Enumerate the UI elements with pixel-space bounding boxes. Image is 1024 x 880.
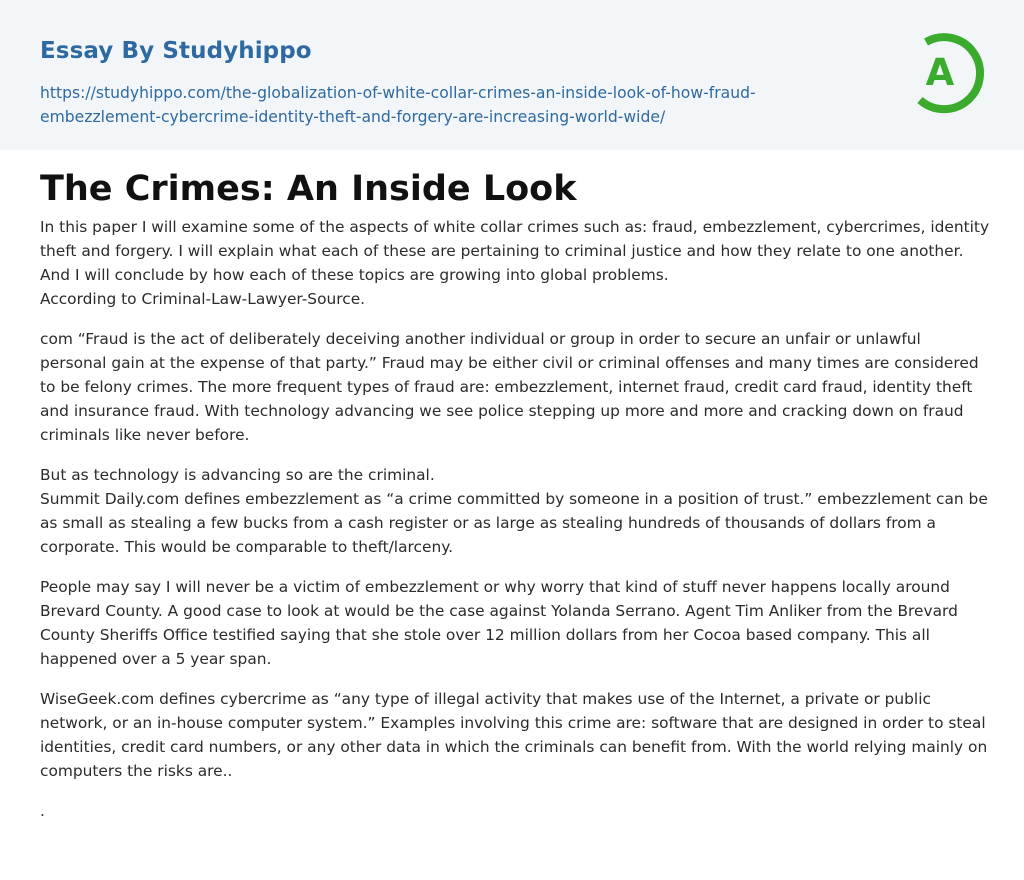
brand-title: Essay By Studyhippo: [40, 38, 312, 64]
essay-paragraph: [40, 799, 990, 823]
essay-paragraph: [40, 575, 990, 671]
essay-paragraph: [40, 463, 990, 559]
paragraph-text: People may say I will never be a victim of embezzlement or why worry that kind of stuff never happens locally around Brevard County. A good case to look at would be the case against Yolanda Serrano. Agent Tim Anliker from the Brevard County Sheriffs Office testified saying that she stole over 12 million dollars from her Cocoa based company. This all happened over a 5 year span.: [40, 578, 958, 668]
source-url-link[interactable]: [40, 81, 840, 129]
paragraph-text: According to Criminal-Law-Lawyer-Source.: [40, 290, 366, 308]
essay-header: [0, 0, 1024, 150]
paragraph-text: In this paper I will examine some of the aspects of white collar crimes such as: fraud, embezzlement, cybercrimes, identity theft and forgery. I will explain what each of these are pertaining to criminal justice and how they relate to one another. And I will conclude by how each of these topics are growing into global problems.: [40, 218, 990, 284]
paragraph-text: com “Fraud is the act of deliberately deceiving another individual or group in order to secure an unfair or unlawful personal gain at the expense of that party.” Fraud may be either civil or criminal offenses and many times are considered to be felony crimes. The more frequent types of fraud are: embezzlement, internet fraud, credit card fraud, identity theft and insurance fraud. With technology advancing we see police stepping up more and more and cracking down on fraud criminals like never before.: [40, 330, 979, 444]
essay-paragraph: [40, 215, 990, 311]
essay-body: [40, 215, 990, 839]
paragraph-text: WiseGeek.com defines cybercrime as “any type of illegal activity that makes use of the Internet, a private or public network, or an in-house computer system.” Examples involving this crime are: software that are designed in order to steal identities, credit card numbers, or any other data in which the criminals can benefit from. With the world relying mainly on computers the risks are..: [40, 690, 988, 780]
essay-title: The Crimes: An Inside Look: [40, 169, 577, 209]
paragraph-text: .: [40, 802, 45, 820]
logo-letter: A: [925, 51, 955, 94]
paragraph-text: Summit Daily.com defines embezzlement as “a crime committed by someone in a position of trust.” embezzlement can be as small as stealing a few bucks from a cash register or as large as stealing hundreds of thousands of dollars from a corporate. This would be comparable to theft/larceny.: [40, 490, 988, 556]
essay-paragraph: [40, 687, 990, 783]
source-url-line-2: embezzlement-cybercrime-identity-theft-and-forgery-are-increasing-world-wide/: [40, 108, 666, 126]
studyhippo-logo-icon: [902, 30, 986, 114]
source-url-line-1: https://studyhippo.com/the-globalization-of-white-collar-crimes-an-inside-look-of-how-fraud-: [40, 84, 756, 102]
essay-paragraph: [40, 327, 990, 447]
paragraph-text: But as technology is advancing so are the criminal.: [40, 466, 435, 484]
